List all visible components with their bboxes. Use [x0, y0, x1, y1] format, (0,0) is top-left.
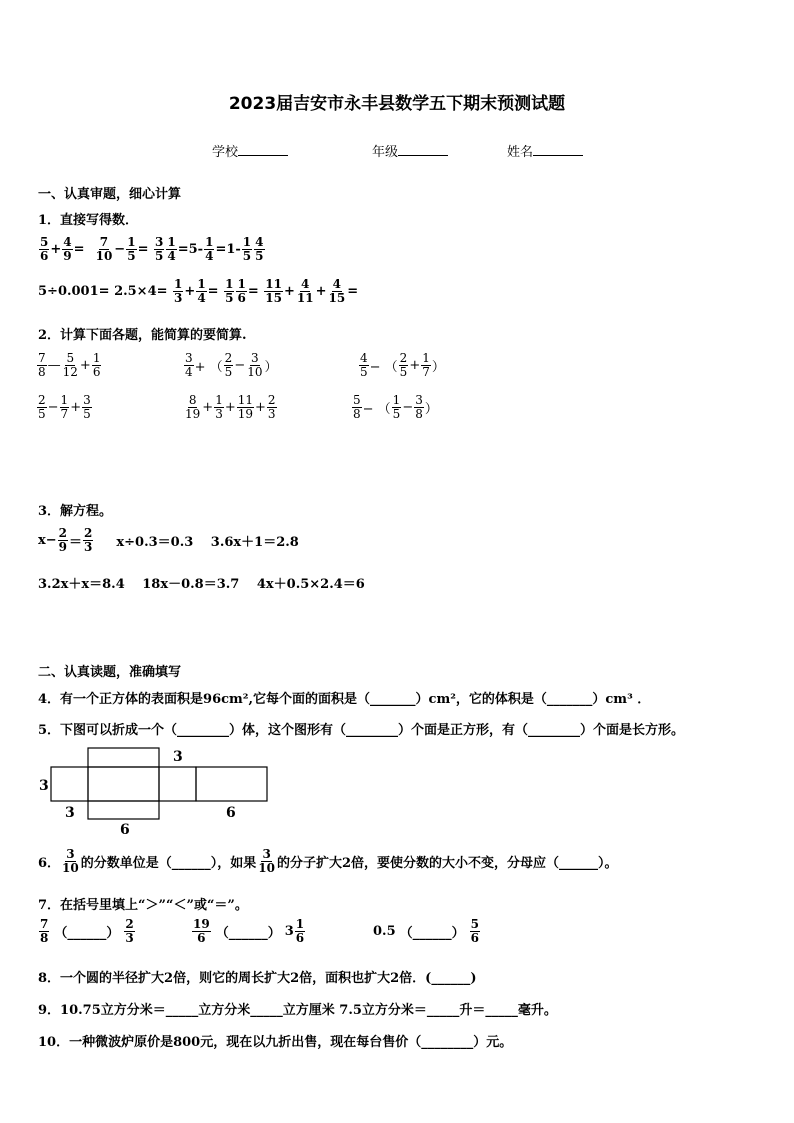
fraction: $\frac{1}{6}$ [295, 917, 305, 945]
q1-label: 1．直接写得数． [38, 213, 139, 228]
section1-heading: 一、认真审题，细心计算 [38, 187, 182, 202]
fraction: $\frac{1}{5}$ [392, 393, 401, 421]
fraction: $\frac{5}{6}$ [40, 235, 49, 263]
fraction: $\frac{3}{4}$ [185, 351, 193, 379]
fraction: $\frac{5}{12}$ [62, 351, 78, 379]
q7: 7．在括号里填上“＞”“＜”或“＝”。 [38, 898, 248, 913]
fraction: $\frac{4}{5}$ [360, 351, 368, 379]
fraction: $\frac{7}{8}$ [40, 917, 49, 945]
fraction: $\frac{2}{5}$ [399, 351, 408, 379]
q1-row1: $\frac{5}{6}$ + $\frac{4}{9}$ = $\frac{7}{10}$ − $\frac{1}{5}$ = $\frac{3}{5}$ $\frac{1}{4}$ = 5- $\frac{1}{4}$ = 1- $\frac{1}{5}$ $\frac{4}{5}$ [40, 235, 264, 263]
fraction: $\frac{19}{6}$ [193, 917, 210, 945]
fraction: $\frac{2}{3}$ [125, 917, 134, 945]
fraction: $\frac{4}{15}$ [328, 277, 346, 305]
q5: 5．下图可以折成一个（________）体，这个图形有（________）个面是正方形，有（________）个面是长方形。 [38, 723, 685, 738]
name-label: 姓名 [507, 145, 534, 160]
school-label: 学校 [212, 145, 239, 160]
fraction: $\frac{8}{19}$ [185, 393, 201, 421]
section2-heading: 二、认真读题，准确填写 [38, 665, 182, 680]
fraction: $\frac{2}{9}$ [58, 526, 68, 554]
fraction: $\frac{3}{10}$ [62, 847, 79, 875]
q2-expr-6: $\frac{5}{8}$ − （ $\frac{1}{5}$ − $\frac{3}{8}$ ） [353, 393, 438, 421]
fraction: $\frac{5}{6}$ [470, 917, 479, 945]
fraction: $\frac{7}{10}$ [95, 235, 113, 263]
fraction: $\frac{3}{10}$ [258, 847, 275, 875]
fraction: $\frac{3}{5}$ [83, 393, 91, 421]
grade-blank[interactable] [398, 155, 448, 156]
fraction: $\frac{2}{3}$ [267, 393, 276, 421]
fraction: $\frac{1}{7}$ [60, 393, 69, 421]
name-blank[interactable] [533, 155, 583, 156]
fraction: $\frac{2}{5}$ [38, 393, 46, 421]
q2-expr-3: $\frac{4}{5}$ − （ $\frac{2}{5}$ + $\frac{1}{7}$ ） [360, 351, 445, 379]
school-blank[interactable] [238, 155, 288, 156]
q3-row1: x− $\frac{2}{9}$ ＝ $\frac{2}{3}$ x÷0.3＝0.3 3.6x＋1＝2.8 [38, 526, 299, 554]
fraction: $\frac{4}{5}$ [255, 235, 264, 263]
fraction: $\frac{1}{3}$ [174, 277, 183, 305]
name-field[interactable] [507, 141, 583, 160]
grade-field[interactable] [372, 141, 448, 160]
fraction: $\frac{11}{15}$ [265, 277, 282, 305]
q7-compare-a: $\frac{7}{8}$ （______） $\frac{2}{3}$ [40, 917, 134, 945]
q4: 4．有一个正方体的表面积是96cm²,它每个面的面积是（_______）cm²，它的体积是（_______）cm³ ． [38, 692, 651, 707]
q3-label: 3．解方程。 [38, 504, 113, 519]
fraction: $\frac{1}{5}$ [127, 235, 136, 263]
q2-expr-5: $\frac{8}{19}$ + $\frac{1}{3}$ + $\frac{11}{19}$ + $\frac{2}{3}$ [185, 393, 276, 421]
fraction: $\frac{2}{3}$ [84, 526, 93, 554]
q3-row2: 3.2x＋x＝8.4 18x－0.8＝3.7 4x＋0.5×2.4＝6 [38, 577, 365, 592]
fraction: $\frac{1}{5}$ [225, 277, 234, 305]
q7-compare-b: $\frac{19}{6}$ （______） 3 $\frac{1}{6}$ [193, 917, 305, 945]
label-bottom-right: 6 [226, 805, 236, 821]
q9: 9．10.75立方分米＝_____立方分米_____立方厘米 7.5立方分米＝_____升＝_____毫升。 [38, 1003, 557, 1018]
q2-expr-2: $\frac{3}{4}$ + （ $\frac{2}{5}$ − $\frac{3}{10}$ ） [185, 351, 278, 379]
q6: 6． $\frac{3}{10}$ 的分数单位是（______），如果 $\frac{3}{10}$ 的分子扩大2倍，要使分数的大小不变，分母应（______）。 [38, 847, 618, 875]
q7-compare-c: 0.5 （______） $\frac{5}{6}$ [373, 917, 479, 945]
fraction: $\frac{1}{3}$ [215, 393, 223, 421]
q2-label: 2．计算下面各题，能简算的要简算. [38, 328, 247, 343]
label-bottom-left: 3 [65, 805, 75, 821]
fraction: $\frac{4}{9}$ [63, 235, 72, 263]
fraction: $\frac{7}{8}$ [38, 351, 46, 379]
fraction: $\frac{1}{4}$ [167, 235, 176, 263]
fraction: $\frac{1}{6}$ [92, 351, 101, 379]
school-field[interactable] [212, 141, 288, 160]
fraction: $\frac{3}{8}$ [415, 393, 423, 421]
label-top: 3 [173, 749, 183, 765]
fraction: $\frac{5}{8}$ [353, 393, 361, 421]
fraction: $\frac{1}{6}$ [237, 277, 246, 305]
q2-expr-4: $\frac{2}{5}$ − $\frac{1}{7}$ + $\frac{3}{5}$ [38, 393, 91, 421]
q2-expr-1: $\frac{7}{8}$ — $\frac{5}{12}$ + $\frac{1}{6}$ [38, 351, 101, 379]
q1-row2: 5÷0.001= 2.5×4= $\frac{1}{3}$ + $\frac{1}{4}$ = $\frac{1}{5}$ $\frac{1}{6}$ = $\frac{11}{15}$ + $\frac{4}{11}$ + $\frac{4}{15}$ = [38, 277, 359, 305]
cuboid-net-figure [36, 745, 276, 837]
fraction: $\frac{11}{19}$ [237, 393, 254, 421]
page-title: 2023届吉安市永丰县数学五下期末预测试题 [228, 94, 566, 114]
q8: 8．一个圆的半径扩大2倍，则它的周长扩大2倍，面积也扩大2倍．(______) [38, 971, 477, 986]
fraction: $\frac{1}{4}$ [205, 235, 214, 263]
fraction: $\frac{3}{5}$ [155, 235, 164, 263]
q10: 10．一种微波炉原价是800元，现在以九折出售，现在每台售价（________）元。 [38, 1035, 513, 1050]
fraction: $\frac{1}{5}$ [242, 235, 252, 263]
label-bottom-mid: 6 [120, 822, 130, 837]
fraction: $\frac{3}{10}$ [247, 351, 263, 379]
fraction: $\frac{2}{5}$ [224, 351, 233, 379]
label-left: 3 [39, 778, 49, 794]
fraction: $\frac{4}{11}$ [296, 277, 314, 305]
fraction: $\frac{1}{4}$ [197, 277, 206, 305]
grade-label: 年级 [372, 145, 399, 160]
fraction: $\frac{1}{7}$ [422, 351, 430, 379]
